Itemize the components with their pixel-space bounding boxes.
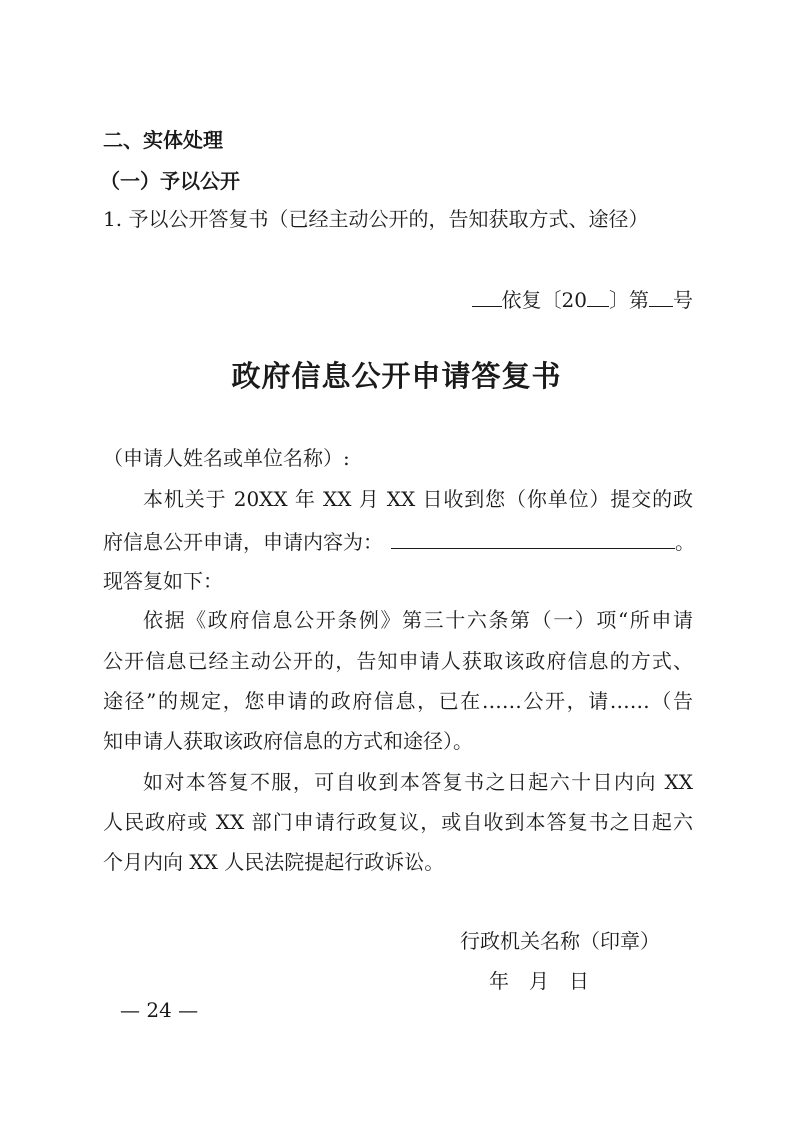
date-line: 年 月 日 <box>489 969 589 993</box>
reference-number <box>103 286 693 313</box>
subsection-heading: （一）予以公开 <box>100 169 240 193</box>
request-content-blank <box>391 528 675 549</box>
salutation: （申请人姓名或单位名称）: <box>103 446 350 470</box>
para1-line2-suffix: 。 <box>675 530 695 554</box>
para1-line2 <box>103 528 693 555</box>
para2-line1: 依据《政府信息公开条例》第三十六条第（一）项“所申请 <box>143 608 693 632</box>
para2-line2: 公开信息已经主动公开的，告知申请人获取该政府信息的方式、 <box>103 649 693 673</box>
para3-line3: 个月内向 XX 人民法院提起行政诉讼。 <box>103 850 445 874</box>
para3-line2: 人民政府或 XX 部门申请行政复议，或自收到本答复书之日起六 <box>103 810 693 834</box>
para3-line1: 如对本答复不服，可自收到本答复书之日起六十日内向 XX <box>143 770 693 794</box>
item-heading: 1. 予以公开答复书（已经主动公开的，告知获取方式、途径） <box>103 207 649 231</box>
signature: 行政机关名称（印章） <box>460 929 660 953</box>
para1-line3: 现答复如下： <box>103 569 223 593</box>
ref-blank-prefix <box>472 286 502 307</box>
ref-part3: 号 <box>673 288 693 312</box>
para2-line3: 途径”的规定，您申请的政府信息，已在……公开，请……（告 <box>103 689 693 713</box>
document-title: 政府信息公开申请答复书 <box>231 359 562 393</box>
para2-line4: 知申请人获取该政府信息的方式和途径）。 <box>103 729 473 753</box>
ref-blank-year <box>587 286 609 307</box>
page-number: — 24 — <box>120 998 199 1022</box>
para1-line1: 本机关于 20XX 年 XX 月 XX 日收到您（你单位）提交的政 <box>143 487 693 511</box>
section-heading: 二、实体处理 <box>103 128 223 152</box>
ref-blank-number <box>649 286 673 307</box>
ref-part2: 〕第 <box>609 288 649 312</box>
para1-line2-prefix: 府信息公开申请，申请内容为： <box>103 530 383 554</box>
ref-part1: 依复〔20 <box>501 288 587 312</box>
